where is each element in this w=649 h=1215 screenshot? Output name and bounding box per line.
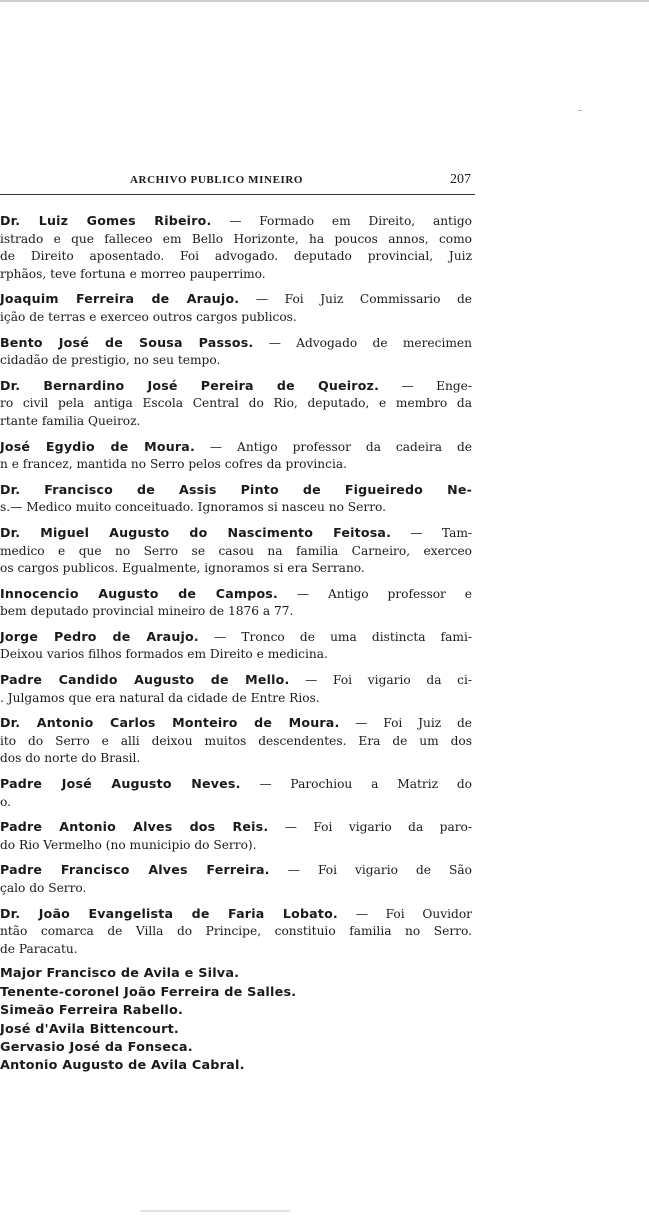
person-name: José Egydio de Moura. (0, 438, 195, 454)
entry-first-line (0, 377, 472, 396)
entry-text: s.— Medico muito conceituado. Ignoramos si nasceu no Serro. (0, 500, 387, 515)
entry-text: ntão comarca de Villa do Principe, constituio familia no Serro. (0, 924, 472, 939)
page-top-edge (0, 0, 649, 2)
entry-text: Deixou varios filhos formados em Direito e medicina. (0, 647, 328, 662)
scan-mark (578, 110, 582, 111)
entry-text: — Antigo professor e (296, 586, 472, 601)
person-name: Dr. Miguel Augusto do Nascimento Feitosa. (0, 524, 392, 540)
page-header (0, 172, 475, 192)
person-name: Dr. Antonio Carlos Monteiro de Moura. (0, 715, 340, 731)
entry-first-line (0, 818, 472, 837)
entry-text: rtante familia Queiroz. (0, 413, 141, 428)
entry-text: do Rio Vermelho (no municipio do Serro). (0, 837, 257, 852)
listed-name: José d'Avila Bittencourt. (0, 1021, 179, 1037)
listed-name: Major Francisco de Avila e Silva. (0, 966, 240, 982)
biography-entry (0, 861, 472, 897)
entry-first-line (0, 290, 472, 309)
entry-text: . Julgamos que era natural da cidade de Entre Rios. (0, 690, 320, 705)
page-number: 207 (450, 172, 471, 187)
biography-entry (0, 818, 472, 854)
biography-entry (0, 775, 472, 811)
listed-name: Gervasio José da Fonseca. (0, 1040, 193, 1055)
person-name: Padre Antonio Alves dos Reis. (0, 819, 269, 835)
biography-entry (0, 628, 472, 664)
entry-text: medico e que no Serro se casou na familia Carneiro, exerceo (0, 543, 472, 558)
entry-text: — Foi vigario da paro- (284, 820, 472, 835)
person-name: Dr. Luiz Gomes Ribeiro. (0, 213, 212, 228)
entry-text: — Advogado de merecimen (268, 335, 472, 350)
entry-text: de Paracatu. (0, 941, 78, 956)
entry-first-line (0, 775, 472, 794)
names-list (0, 965, 472, 1075)
person-name: Dr. Bernardino José Pereira de Queiroz. (0, 377, 380, 393)
person-name: Padre Francisco Alves Ferreira. (0, 862, 270, 878)
entry-text: — Foi Juiz de (355, 716, 472, 731)
page-body (0, 212, 472, 1076)
entry-text: — Foi vigario de São (287, 863, 472, 878)
person-name: Bento José de Sousa Passos. (0, 334, 254, 350)
biography-entry (0, 377, 472, 431)
entry-text: bem deputado provincial mineiro de 1876 a 77. (0, 604, 294, 619)
person-name: Dr. Francisco de Assis Pinto de Figueiredo Ne- (0, 481, 472, 497)
entry-text: — Antigo professor da cadeira de (209, 439, 472, 454)
biography-entry (0, 212, 472, 283)
entry-text: rphãos, teve fortuna e morreo pauperrimo. (0, 266, 266, 281)
entry-first-line (0, 861, 472, 880)
entry-text: o. (0, 794, 11, 809)
entry-first-line (0, 671, 472, 690)
biography-entry (0, 334, 472, 370)
listed-name: Antonio Augusto de Avila Cabral. (0, 1058, 245, 1074)
biography-entry (0, 671, 472, 707)
entry-text: os cargos publicos. Egualmente, ignoramos si era Serrano. (0, 561, 365, 576)
entry-first-line (0, 438, 472, 457)
biography-entry (0, 524, 472, 578)
biography-entry (0, 585, 472, 621)
entry-first-line (0, 524, 472, 543)
person-name: Padre José Augusto Neves. (0, 776, 241, 792)
entry-text: — Foi Juiz Commissario de (255, 292, 472, 307)
entry-text: — Foi Ouvidor (355, 906, 472, 921)
person-name: Jorge Pedro de Araujo. (0, 628, 199, 644)
listed-name: Tenente-coronel João Ferreira de Salles. (0, 984, 297, 1000)
person-name: Padre Candido Augusto de Mello. (0, 672, 290, 688)
entry-text: ro civil pela antiga Escola Central do Rio, deputado, e membro da (0, 396, 472, 411)
person-name: Dr. João Evangelista de Faria Lobato. (0, 905, 338, 921)
entry-first-line (0, 905, 472, 924)
biography-entry (0, 481, 472, 517)
entry-text: de Direito aposentado. Foi advogado. deputado provincial, Juiz (0, 249, 472, 264)
entry-text: — Enge- (401, 378, 472, 393)
entry-text: n e francez, mantida no Serro pelos cofres da provincia. (0, 457, 347, 472)
entry-first-line (0, 628, 472, 647)
biography-entry (0, 714, 472, 768)
entry-text: ito do Serro e alli deixou muitos descendentes. Era de um dos (0, 733, 472, 748)
entry-text: — Tronco de uma distincta fami- (214, 629, 472, 644)
person-name: Joaquim Ferreira de Araujo. (0, 291, 240, 307)
bottom-scan-smudge (140, 1210, 290, 1212)
listed-name: Simeão Ferreira Rabello. (0, 1003, 184, 1019)
biography-entry (0, 905, 472, 959)
entry-text: — Parochiou a Matriz do (259, 777, 472, 792)
entry-text: — Tam- (410, 525, 472, 540)
person-name: Innocencio Augusto de Campos. (0, 585, 278, 601)
entry-first-line (0, 714, 472, 733)
entry-first-line (0, 334, 472, 353)
entry-first-line (0, 212, 472, 231)
entry-text: ição de terras e exerceo outros cargos publicos. (0, 309, 297, 324)
entry-text: çalo do Serro. (0, 881, 87, 895)
entry-text: cidadão de prestigio, no seu tempo. (0, 353, 221, 368)
biography-entry (0, 290, 472, 326)
header-rule (0, 194, 475, 195)
running-title: ARCHIVO PUBLICO MINEIRO (130, 174, 304, 186)
biography-entry (0, 438, 472, 474)
entry-text: dos do norte do Brasil. (0, 751, 141, 766)
entry-text: — Foi vigario da ci- (305, 673, 472, 688)
entry-text: — Formado em Direito, antigo (229, 214, 472, 228)
entry-first-line (0, 481, 472, 500)
entry-first-line (0, 585, 472, 604)
entry-text: istrado e que falleceo em Bello Horizonte, ha poucos annos, como (0, 231, 472, 246)
